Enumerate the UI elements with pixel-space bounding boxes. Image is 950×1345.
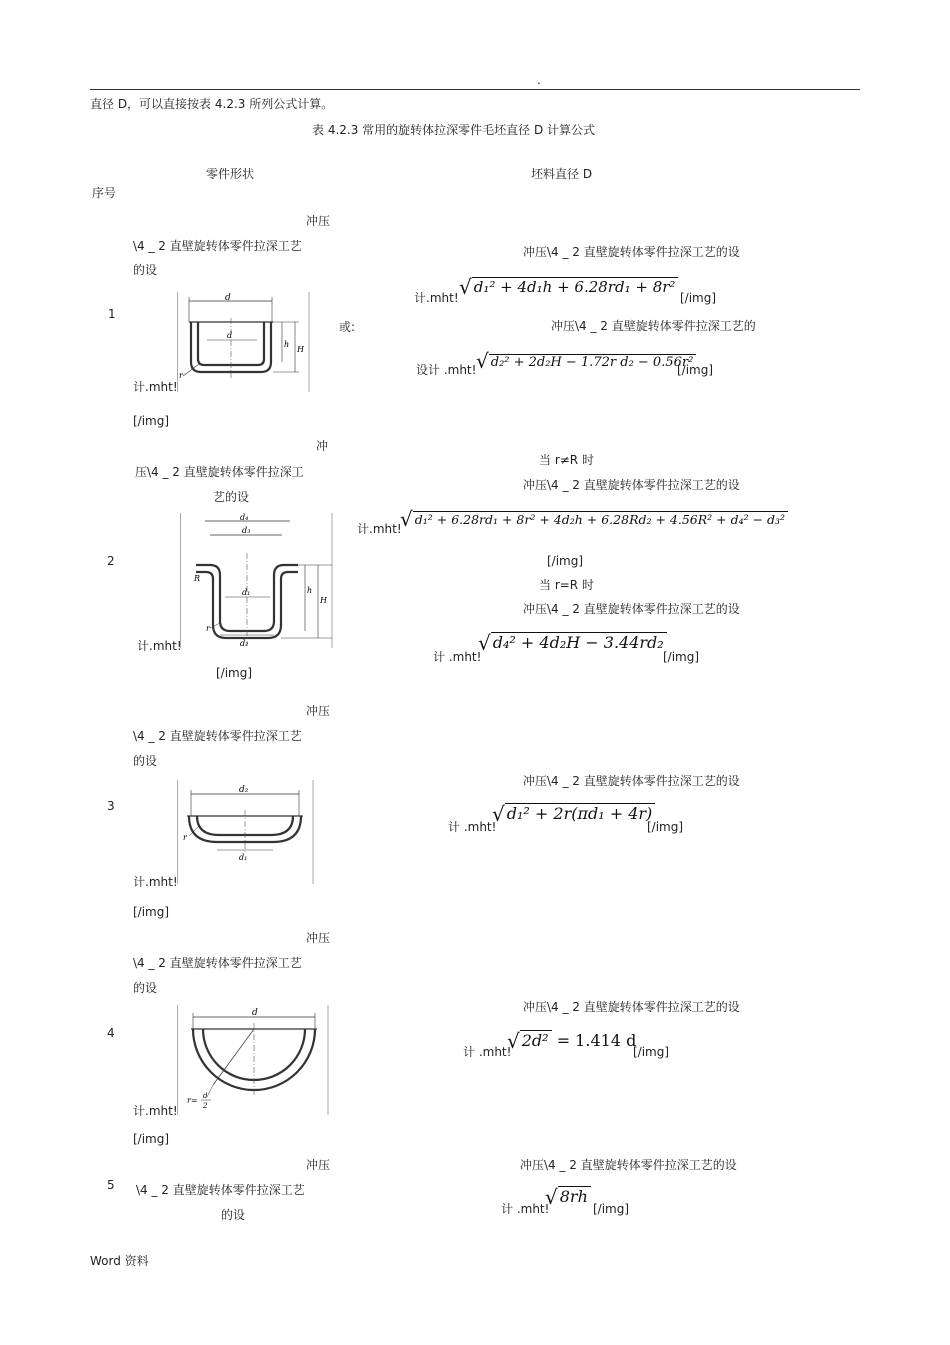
row4-number: 4 xyxy=(107,1026,115,1040)
row3-formula-link-tail[interactable]: 计 .mht! xyxy=(448,820,497,834)
row2-shape-link-a[interactable]: 冲 xyxy=(316,439,329,453)
row1-formula2-link[interactable]: 冲压\4 _ 2 直壁旋转体零件拉深工艺的 xyxy=(551,319,756,333)
row2-shape-link-d[interactable]: 计.mht! xyxy=(137,639,182,653)
sqrt-symbol: √ xyxy=(400,507,413,531)
row1-or-label: 或: xyxy=(339,320,356,334)
row2-condition1: 当 r≠R 时 xyxy=(539,453,594,467)
row3-number: 3 xyxy=(107,799,115,813)
row4-formula-expression: 2d² xyxy=(520,1030,552,1050)
row3-shape-img-tag: [/img] xyxy=(133,905,170,919)
row1-shape-img-tag: [/img] xyxy=(133,414,170,428)
row5-formula-expression: 8rh xyxy=(558,1186,591,1206)
svg-text:H: H xyxy=(320,596,327,605)
row3-formula-expression: d₁² + 2r(πd₁ + 4r) xyxy=(505,803,656,823)
svg-text:H: H xyxy=(297,345,304,354)
row3-shape-link-tail[interactable]: 计.mht! xyxy=(133,875,178,889)
sqrt-symbol: √ xyxy=(476,349,489,373)
sqrt-symbol: √ xyxy=(545,1185,558,1209)
row4-shape-link-mid[interactable]: \4 _ 2 直壁旋转体零件拉深工艺 xyxy=(133,956,302,970)
row2-formula1-link[interactable]: 冲压\4 _ 2 直壁旋转体零件拉深工艺的设 xyxy=(523,478,740,492)
row4-shape-link-end[interactable]: 的设 xyxy=(133,981,158,995)
svg-text:d₃: d₃ xyxy=(242,526,251,535)
row4-formula-link[interactable]: 冲压\4 _ 2 直壁旋转体零件拉深工艺的设 xyxy=(523,1000,740,1014)
row3-shape-link-prefix[interactable]: 冲压 xyxy=(306,704,331,718)
row2-flanged-cup-drawing xyxy=(180,513,333,648)
row2-condition2: 当 r=R 时 xyxy=(539,578,594,592)
svg-text:2: 2 xyxy=(203,1102,208,1110)
row3-formula-link[interactable]: 冲压\4 _ 2 直壁旋转体零件拉深工艺的设 xyxy=(523,774,740,788)
column-header-shape: 零件形状 xyxy=(206,167,255,181)
svg-text:d₂: d₂ xyxy=(239,785,249,795)
svg-text:d₂: d₂ xyxy=(240,639,249,648)
sqrt-symbol: √ xyxy=(492,802,505,826)
header-rule xyxy=(90,89,860,90)
row2-shape-link-c[interactable]: 艺的设 xyxy=(213,490,250,504)
sqrt-symbol: √ xyxy=(507,1029,520,1053)
svg-text:r: r xyxy=(206,624,210,633)
row2-shape-link-b[interactable]: 压\4 _ 2 直壁旋转体零件拉深工 xyxy=(135,465,304,479)
row5-formula-link-tail[interactable]: 计 .mht! xyxy=(501,1202,550,1216)
svg-text:d₁: d₁ xyxy=(242,588,251,597)
row5-shape-link-mid[interactable]: \4 _ 2 直壁旋转体零件拉深工艺 xyxy=(136,1183,305,1197)
row2-formula2-img-tag: [/img] xyxy=(663,650,700,664)
row1-shape-link-tail[interactable]: 计.mht! xyxy=(133,380,178,394)
row3-formula-img-tag: [/img] xyxy=(647,820,684,834)
svg-text:r: r xyxy=(183,833,187,842)
row2-formula2-link-tail[interactable]: 计 .mht! xyxy=(433,650,482,664)
sqrt-symbol: √ xyxy=(459,275,472,299)
svg-text:d₁: d₁ xyxy=(239,853,248,862)
svg-text:R: R xyxy=(194,574,201,583)
row2-formula2-link[interactable]: 冲压\4 _ 2 直壁旋转体零件拉深工艺的设 xyxy=(523,602,740,616)
row4-formula xyxy=(507,1030,636,1052)
row1-number: 1 xyxy=(108,307,116,321)
row3-formula xyxy=(492,803,655,825)
row4-formula-img-tag: [/img] xyxy=(633,1045,670,1059)
svg-text:d: d xyxy=(225,293,231,303)
sqrt-symbol: √ xyxy=(478,631,491,655)
row5-shape-link-end[interactable]: 的设 xyxy=(221,1208,246,1222)
header-dot: . xyxy=(537,73,541,87)
table-title: 表 4.2.3 常用的旋转体拉深零件毛坯直径 D 计算公式 xyxy=(312,123,596,137)
svg-text:h: h xyxy=(307,586,313,595)
row1-formula1-expression: d₁² + 4d₁h + 6.28rd₁ + 8r² xyxy=(472,277,679,296)
row1-formula2-link-tail[interactable]: 设计 .mht! xyxy=(416,363,477,377)
row2-formula2 xyxy=(478,632,667,654)
svg-text:h: h xyxy=(284,340,290,349)
row1-shape-link-prefix[interactable]: 冲压 xyxy=(306,214,331,228)
svg-text:d: d xyxy=(252,1008,258,1018)
row4-formula-result: = 1.414 d xyxy=(556,1031,637,1050)
row2-formula2-expression: d₄² + 4d₂H − 3.44rd₂ xyxy=(491,632,667,652)
row4-formula-link-tail[interactable]: 计 .mht! xyxy=(463,1045,512,1059)
row4-shape-link-prefix[interactable]: 冲压 xyxy=(306,931,331,945)
intro-text: 直径 D，可以直接按表 4.2.3 所列公式计算。 xyxy=(90,97,334,111)
row5-formula xyxy=(545,1186,591,1208)
row1-formula1-img-tag: [/img] xyxy=(680,291,717,305)
svg-text:r=: r= xyxy=(187,1096,198,1105)
row1-cup-drawing xyxy=(177,292,310,392)
row1-shape-link-end[interactable]: 的设 xyxy=(133,263,158,277)
row1-formula2-img-tag: [/img] xyxy=(677,363,714,377)
row2-formula1-link-tail[interactable]: 计.mht! xyxy=(357,522,402,536)
row3-shape-link-mid[interactable]: \4 _ 2 直壁旋转体零件拉深工艺 xyxy=(133,729,302,743)
column-header-number: 序号 xyxy=(92,186,117,200)
svg-text:r: r xyxy=(179,371,183,380)
row1-formula1 xyxy=(459,276,678,298)
row2-number: 2 xyxy=(107,554,115,568)
row2-formula1-expression: d₁² + 6.28rd₁ + 8r² + 4d₂h + 6.28Rd₂ + 4.56R² + d₄² − d₃² xyxy=(413,511,788,527)
row5-number: 5 xyxy=(107,1178,115,1192)
row1-shape-link-mid[interactable]: \4 _ 2 直壁旋转体零件拉深工艺 xyxy=(133,239,302,253)
row3-shallow-dish-drawing xyxy=(177,780,314,884)
row1-formula2 xyxy=(476,350,696,374)
column-header-blank-diameter: 坯料直径 D xyxy=(531,167,593,181)
svg-text:d: d xyxy=(227,331,233,340)
svg-text:d: d xyxy=(203,1092,208,1100)
row1-formula1-link[interactable]: 冲压\4 _ 2 直壁旋转体零件拉深工艺的设 xyxy=(523,245,740,259)
row3-shape-link-end[interactable]: 的设 xyxy=(133,754,158,768)
svg-text:d₄: d₄ xyxy=(240,513,249,522)
footer-text: Word 资料 xyxy=(90,1254,149,1268)
row5-formula-img-tag: [/img] xyxy=(593,1202,630,1216)
row2-formula1-img-tag: [/img] xyxy=(547,554,584,568)
row1-formula1-link-tail[interactable]: 计.mht! xyxy=(414,291,459,305)
row1-formula2-expression: d₂² + 2d₂H − 1.72r d₂ − 0.56r² xyxy=(489,354,697,370)
row4-shape-link-tail[interactable]: 计.mht! xyxy=(133,1104,178,1118)
row2-formula1 xyxy=(400,508,788,531)
row4-hemisphere-drawing xyxy=(177,1005,329,1115)
row5-shape-link-prefix[interactable]: 冲压 xyxy=(306,1158,331,1172)
row2-shape-img-tag: [/img] xyxy=(216,666,253,680)
row5-formula-link[interactable]: 冲压\4 _ 2 直壁旋转体零件拉深工艺的设 xyxy=(520,1158,737,1172)
row4-shape-img-tag: [/img] xyxy=(133,1132,170,1146)
